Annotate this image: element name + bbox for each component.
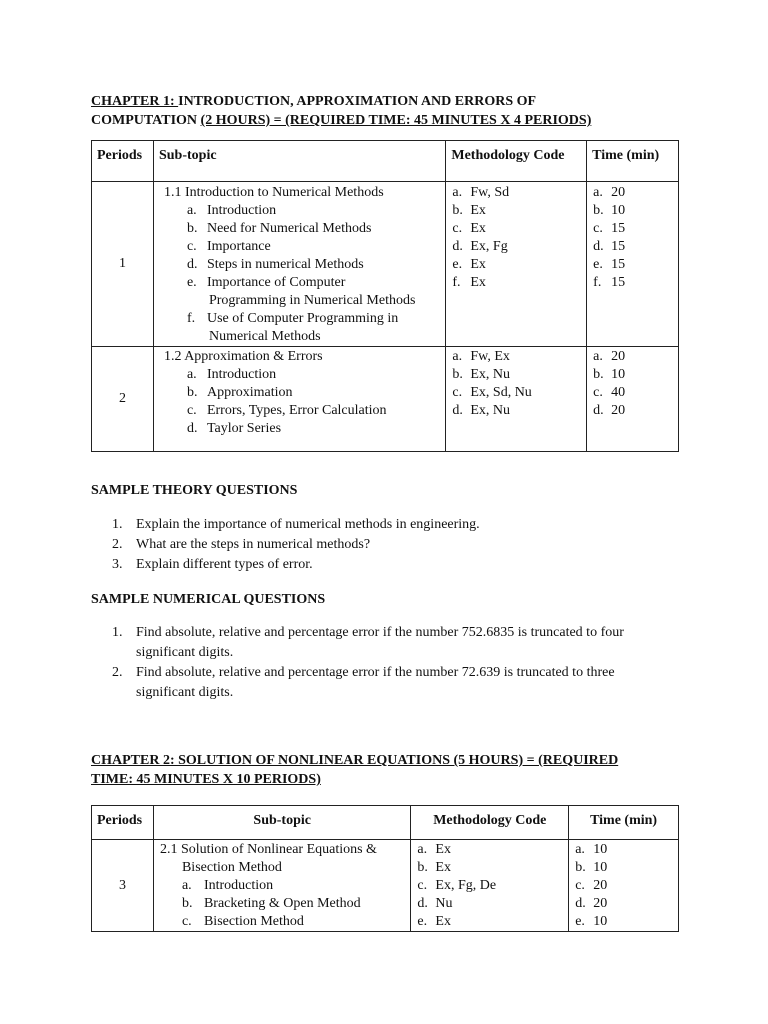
list-item: a. Introduction: [186, 367, 277, 382]
subtopic-main: 1.2 Approximation & Errors: [163, 349, 323, 364]
table-row: [92, 840, 679, 932]
numerical-questions-list: [112, 623, 657, 703]
time-item: a. 10: [575, 842, 608, 857]
code-item: f. Ex: [452, 275, 486, 290]
code-item: a. Fw, Sd: [452, 185, 510, 200]
time-cell: [569, 840, 679, 932]
subtopic-cell: [153, 347, 445, 452]
methodology-code-cell: [446, 347, 587, 452]
list-item: d. Steps in numerical Methods: [186, 257, 364, 272]
list-item: c. Errors, Types, Error Calculation: [186, 403, 387, 418]
chapter2-title-line2: TIME: 45 MINUTES X 10 PERIODS): [91, 772, 321, 787]
methodology-code-cell: [446, 182, 587, 347]
code-item: e. Ex: [417, 914, 451, 929]
subtopic-main-continuation: Bisection Method: [181, 860, 282, 875]
time-item: d. 20: [575, 896, 608, 911]
header-periods: Periods: [92, 141, 154, 182]
code-item: a. Fw, Ex: [452, 349, 510, 364]
time-cell: [587, 182, 679, 347]
chapter1-title-main: INTRODUCTION, APPROXIMATION AND ERRORS OF: [178, 94, 537, 109]
subtopic-main: 2.1 Solution of Nonlinear Equations &: [159, 842, 377, 857]
list-item: b. Approximation: [186, 385, 293, 400]
time-item: b. 10: [593, 367, 626, 382]
time-item: e. 10: [575, 914, 608, 929]
chapter2-title-line1: CHAPTER 2: SOLUTION OF NONLINEAR EQUATIONS (5 HOURS) = (REQUIRED: [91, 753, 619, 768]
time-item: b. 10: [593, 203, 626, 218]
list-item: b. Need for Numerical Methods: [186, 221, 372, 236]
methodology-code-cell: [411, 840, 569, 932]
code-item: b. Ex: [452, 203, 486, 218]
chapter2-table: [91, 805, 679, 932]
code-item: c. Ex, Fg, De: [417, 878, 497, 893]
chapter1-title-line1: [91, 92, 691, 111]
time-item: a. 20: [593, 185, 626, 200]
time-item: e. 15: [593, 257, 626, 272]
header-subtopic: Sub-topic: [153, 806, 410, 840]
period-cell: 1: [92, 182, 154, 347]
time-item: f. 15: [593, 275, 626, 290]
time-item: c. 40: [593, 385, 626, 400]
code-item: c. Ex, Sd, Nu: [452, 385, 532, 400]
code-item: d. Ex, Fg: [452, 239, 508, 254]
chapter2-title: [91, 751, 691, 789]
code-item: b. Ex: [417, 860, 451, 875]
list-item: 3. Explain different types of error.: [112, 557, 313, 572]
code-item: d. Ex, Nu: [452, 403, 511, 418]
code-item: c. Ex: [452, 221, 486, 236]
period-cell: 2: [92, 347, 154, 452]
chapter1-title: [91, 92, 691, 130]
list-item: b. Bracketing & Open Method: [181, 896, 361, 911]
list-item-continuation: Programming in Numerical Methods: [208, 293, 416, 308]
header-methodology-code: Methodology Code: [411, 806, 569, 840]
header-subtopic: Sub-topic: [153, 141, 445, 182]
chapter1-title-line2: [91, 111, 691, 130]
theory-questions-list: [112, 515, 672, 575]
code-item: b. Ex, Nu: [452, 367, 511, 382]
time-cell: [587, 347, 679, 452]
subtopic-cell: [153, 182, 445, 347]
list-item: c. Importance: [186, 239, 271, 254]
time-item: d. 15: [593, 239, 626, 254]
period-cell: 3: [92, 840, 154, 932]
chapter2-table-header-row: [92, 806, 679, 840]
chapter1-table: [91, 140, 679, 452]
theory-questions-heading: SAMPLE THEORY QUESTIONS: [91, 483, 298, 498]
code-item: e. Ex: [452, 257, 486, 272]
list-item: d. Taylor Series: [186, 421, 282, 436]
time-item: d. 20: [593, 403, 626, 418]
chapter1-title-underlined: (2 HOURS) = (REQUIRED TIME: 45 MINUTES X 4 PERIODS): [200, 113, 592, 128]
list-item: 1. Find absolute, relative and percentage error if the number 752.6835 is truncated to four significant digits.: [112, 625, 624, 660]
chapter1-table-header-row: [92, 141, 679, 182]
list-item: a. Introduction: [181, 878, 274, 893]
time-item: a. 20: [593, 349, 626, 364]
list-item: c. Bisection Method: [181, 914, 304, 929]
subtopic-main: 1.1 Introduction to Numerical Methods: [163, 185, 384, 200]
list-item: a. Introduction: [186, 203, 277, 218]
list-item-continuation: Numerical Methods: [208, 329, 321, 344]
header-methodology-code: Methodology Code: [446, 141, 587, 182]
numerical-questions-heading: SAMPLE NUMERICAL QUESTIONS: [91, 592, 326, 607]
table-row: [92, 347, 679, 452]
list-item: 2. Find absolute, relative and percentage error if the number 72.639 is truncated to three significant digits.: [112, 665, 615, 700]
chapter1-title-prefix: CHAPTER 1:: [91, 94, 179, 109]
code-item: d. Nu: [417, 896, 453, 911]
list-item: e. Importance of Computer: [186, 275, 346, 290]
table-row: [92, 182, 679, 347]
header-periods: Periods: [92, 806, 154, 840]
header-time: Time (min): [569, 806, 679, 840]
subtopic-cell: [153, 840, 410, 932]
list-item: 1. Explain the importance of numerical methods in engineering.: [112, 517, 480, 532]
list-item: f. Use of Computer Programming in: [186, 311, 399, 326]
header-time: Time (min): [587, 141, 679, 182]
time-item: b. 10: [575, 860, 608, 875]
chapter1-title-plain: COMPUTATION: [91, 113, 201, 128]
time-item: c. 20: [575, 878, 608, 893]
list-item: 2. What are the steps in numerical methods?: [112, 537, 371, 552]
time-item: c. 15: [593, 221, 626, 236]
code-item: a. Ex: [417, 842, 451, 857]
